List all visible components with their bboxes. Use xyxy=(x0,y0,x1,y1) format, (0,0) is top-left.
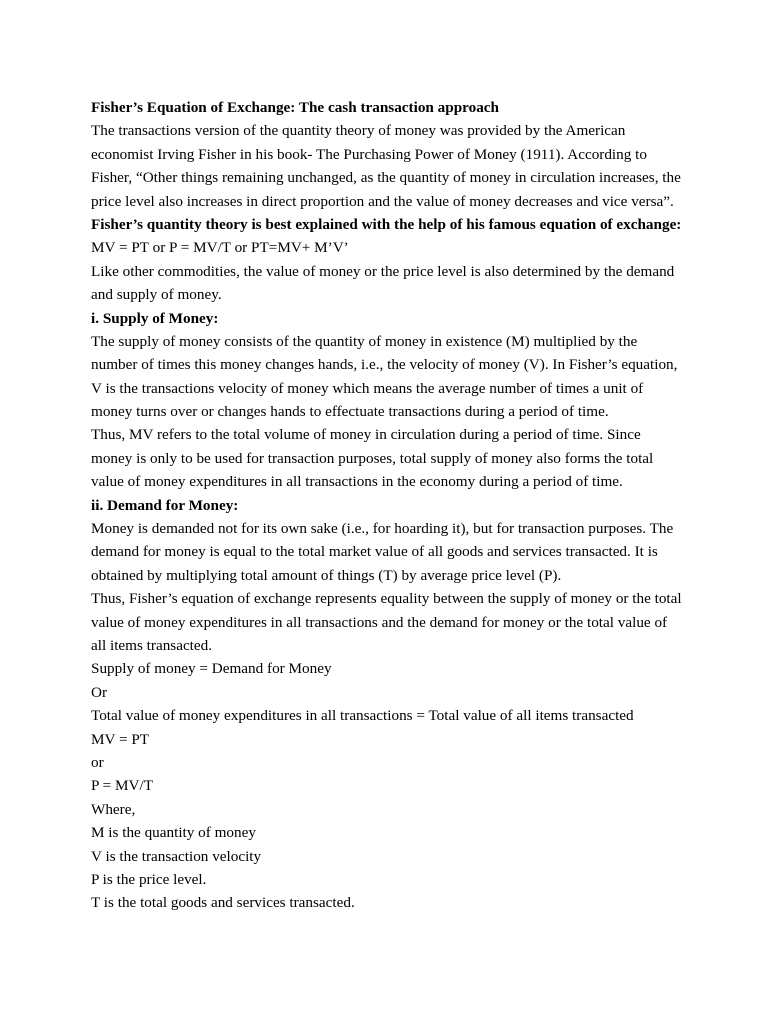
closing-line: Total value of money expenditures in all transactions = Total value of all items transacted xyxy=(91,707,634,725)
demand-line: Money is demanded not for its own sake (i.e., for hoarding it), but for transaction purposes. The xyxy=(91,520,674,538)
intro-line: price level also increases in direct proportion and the value of money decreases and vice versa”. xyxy=(91,192,674,210)
equation-of-exchange: MV = PT or P = MV/T or PT=MV+ M’V’ xyxy=(91,239,349,257)
commodities-paragraph xyxy=(91,260,691,307)
demand-line: value of money expenditures in all transactions and the demand for money or the total value of xyxy=(91,613,668,631)
supply-line: number of times this money changes hands, i.e., the velocity of money (V). In Fisher’s equation, xyxy=(91,356,678,374)
supply-of-money-heading: i. Supply of Money: xyxy=(91,309,219,327)
demand-line: obtained by multiplying total amount of things (T) by average price level (P). xyxy=(91,566,562,584)
supply-line: The supply of money consists of the quantity of money in existence (M) multiplied by the xyxy=(91,332,638,350)
supply-paragraph-1 xyxy=(91,330,691,424)
supply-line: money is only to be used for transaction purposes, total supply of money also forms the total xyxy=(91,449,654,467)
commodities-line: Like other commodities, the value of money or the price level is also determined by the demand xyxy=(91,262,675,280)
closing-line: Where, xyxy=(91,800,136,818)
intro-paragraph xyxy=(91,119,691,213)
demand-line: all items transacted. xyxy=(91,636,213,654)
closing-line: M is the quantity of money xyxy=(91,824,256,842)
closing-section xyxy=(91,657,691,914)
closing-line: P = MV/T xyxy=(91,777,154,795)
document-title: Fisher’s Equation of Exchange: The cash transaction approach xyxy=(91,99,499,116)
intro-line: Fisher, “Other things remaining unchanged, as the quantity of money in circulation increases, the xyxy=(91,169,681,187)
theory-heading: Fisher’s quantity theory is best explained with the help of his famous equation of exchange: xyxy=(91,215,682,233)
closing-line: T is the total goods and services transacted. xyxy=(91,894,355,912)
intro-line: The transactions version of the quantity theory of money was provided by the American xyxy=(91,122,626,140)
supply-line: value of money expenditures in all transactions in the economy during a period of time. xyxy=(91,473,623,491)
closing-line: Or xyxy=(91,683,108,701)
intro-line: economist Irving Fisher in his book- The Purchasing Power of Money (1911). According to xyxy=(91,145,647,163)
demand-for-money-heading: ii. Demand for Money: xyxy=(91,496,239,514)
supply-line: V is the transactions velocity of money which means the average number of times a unit of xyxy=(91,379,644,397)
demand-paragraph-2 xyxy=(91,587,691,657)
demand-line: demand for money is equal to the total market value of all goods and services transacted. It is xyxy=(91,543,658,561)
supply-line: money turns over or changes hands to effectuate transactions during a period of time. xyxy=(91,403,609,421)
closing-line: MV = PT xyxy=(91,730,150,748)
closing-line: V is the transaction velocity xyxy=(91,847,262,865)
closing-line: P is the price level. xyxy=(91,870,207,888)
document-body xyxy=(91,96,691,915)
commodities-line: and supply of money. xyxy=(91,286,222,304)
supply-line: Thus, MV refers to the total volume of money in circulation during a period of time. Since xyxy=(91,426,641,444)
closing-line: Supply of money = Demand for Money xyxy=(91,660,332,678)
supply-paragraph-2 xyxy=(91,423,691,493)
closing-line: or xyxy=(91,753,104,771)
demand-paragraph-1 xyxy=(91,517,691,587)
demand-line: Thus, Fisher’s equation of exchange represents equality between the supply of money or the total xyxy=(91,590,682,608)
